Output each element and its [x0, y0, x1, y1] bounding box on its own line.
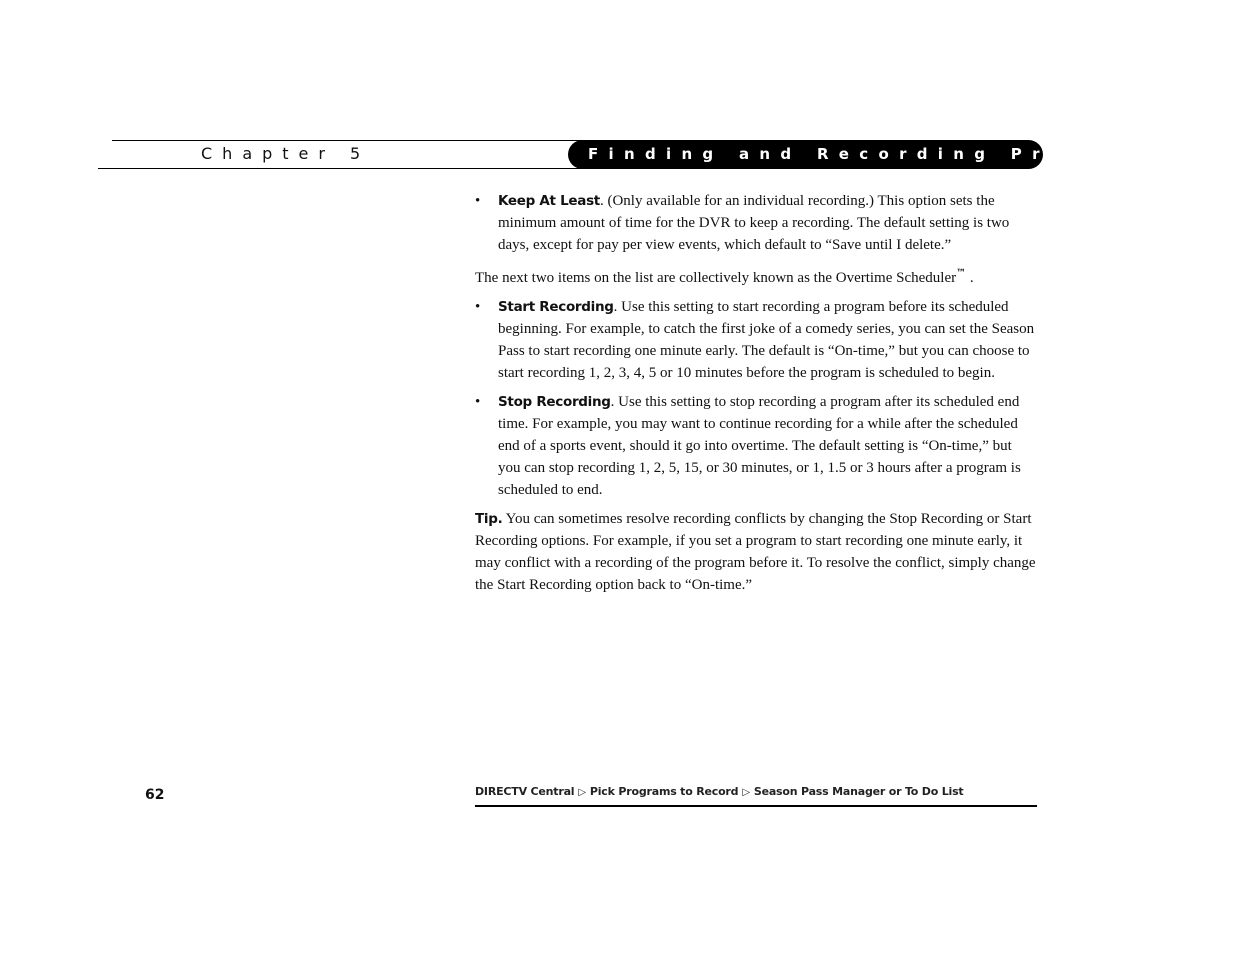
tip-label: Tip.: [475, 511, 503, 527]
bullet-icon: •: [475, 299, 481, 315]
overtime-intro-tail: .: [966, 270, 974, 286]
bullet-icon: •: [475, 193, 481, 209]
overtime-scheduler-intro: [475, 263, 1037, 289]
bullet-icon: •: [475, 394, 481, 410]
footer-breadcrumb: [475, 782, 1037, 802]
chapter-title-banner: [568, 140, 1175, 169]
breadcrumb-arrow-icon: ▷: [742, 787, 750, 798]
page-number: 62: [145, 787, 165, 803]
chapter-title: Finding and Recording Programs: [588, 145, 1175, 163]
desc-keep-at-least: . (Only available for an individual recording.) This option sets the minimum amount of time for the DVR to keep a recording. The default setting is two days, except for pay per view events, which default to “Save until I delete.”: [498, 193, 1010, 253]
term-start-recording: Start Recording: [498, 299, 614, 315]
footer-rule: [475, 805, 1037, 807]
chapter-label: Chapter 5: [201, 144, 371, 163]
term-stop-recording: Stop Recording: [498, 394, 611, 410]
header-rule-bottom: [98, 168, 582, 169]
trademark-symbol: ™: [956, 268, 967, 279]
term-keep-at-least: Keep At Least: [498, 193, 600, 209]
breadcrumb-arrow-icon: ▷: [578, 787, 586, 798]
list-item-keep-at-least: [475, 190, 1037, 256]
list-item-start-recording: [475, 296, 1037, 384]
breadcrumb-item-directv-central: DIRECTV Central: [475, 785, 575, 798]
desc-stop-recording: . Use this setting to stop recording a program after its scheduled end time. For example, you may want to continue recording for a while after the scheduled end of a sports event, should it go into overtime. The default setting is “On-time,” but you can stop recording 1, 2, 5, 15, or 30 minutes, or 1, 1.5 or 3 hours after a program is scheduled to end.: [498, 394, 1021, 498]
page-body: [475, 190, 1037, 603]
desc-start-recording: . Use this setting to start recording a program before its scheduled beginning. For example, to catch the first joke of a comedy series, you can set the Season Pass to start recording one minute early. The default is “On-time,” but you can choose to start recording 1, 2, 3, 4, 5 or 10 minutes before the program is scheduled to begin.: [498, 299, 1035, 381]
tip-paragraph: [475, 508, 1037, 596]
breadcrumb-item-season-pass: Season Pass Manager or To Do List: [753, 785, 964, 798]
header-rule-top: [112, 140, 582, 141]
tip-text: You can sometimes resolve recording conflicts by changing the Stop Recording or Start Recording options. For example, if you set a program to start recording one minute early, it may conflict with a recording of the program before it. To resolve the conflict, simply change the Start Recording option back to “On-time.”: [475, 511, 1036, 593]
list-item-stop-recording: [475, 391, 1037, 501]
overtime-intro-text: The next two items on the list are collectively known as the Overtime Scheduler: [475, 270, 957, 286]
breadcrumb-item-pick-programs: Pick Programs to Record: [589, 785, 739, 798]
